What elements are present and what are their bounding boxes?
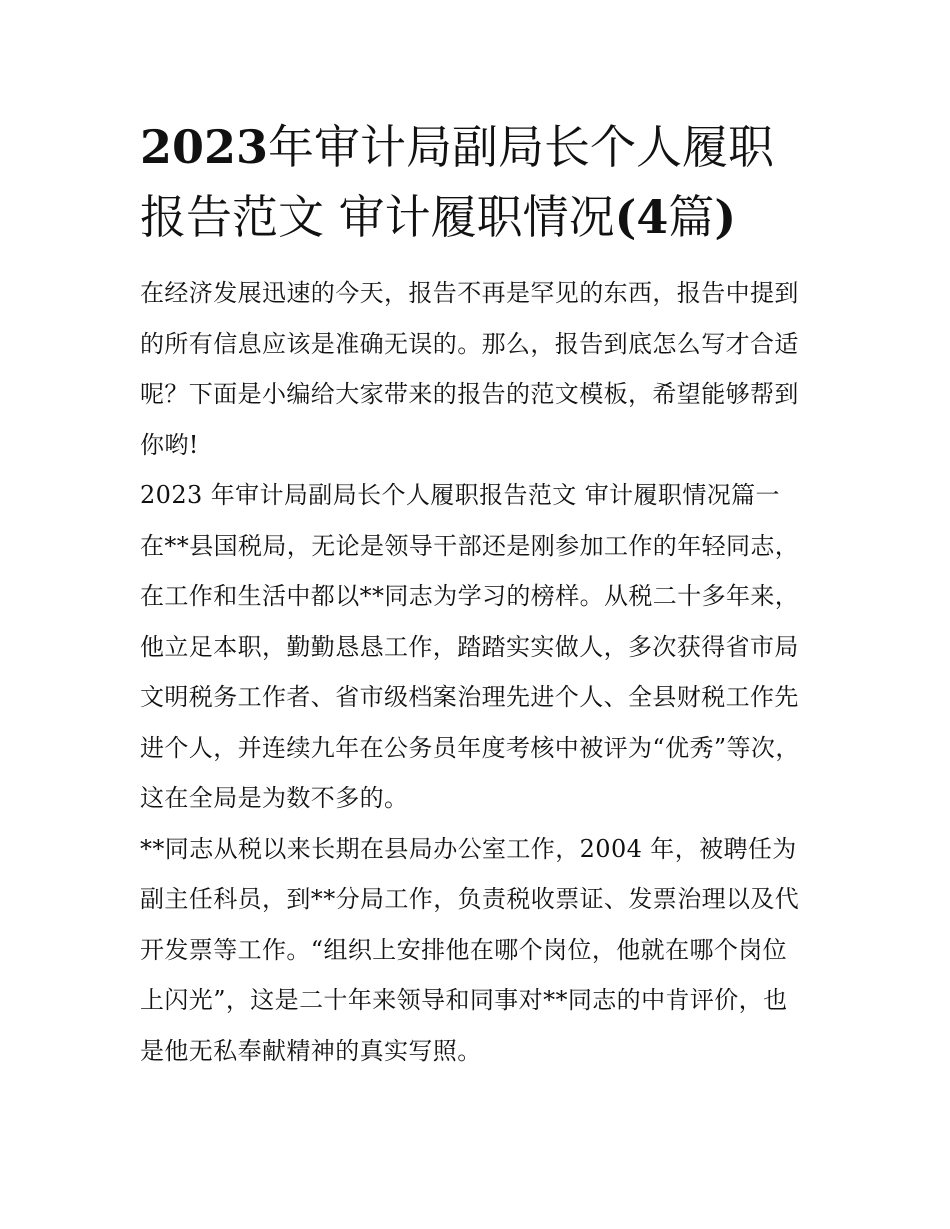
paragraph-line: 开发票等工作。“组织上安排他在哪个岗位，他就在哪个岗位 <box>140 935 788 964</box>
title-count-unit: 篇 <box>668 190 715 244</box>
paragraph-line: 在工作和生活中都以**同志为学习的榜样。从税二十多年来， <box>140 582 800 610</box>
paragraph-line: 他立足本职，勤勤恳恳工作，踏踏实实做人，多次获得省市局 <box>140 632 799 661</box>
paragraph-line: 这在全局是为数不多的。 <box>140 784 409 812</box>
paragraph-line: 进个人，并连续九年在公务员年度考核中被评为“优秀”等次， <box>140 733 800 762</box>
intro-paragraph <box>140 268 812 470</box>
title-line-2-text: 报告范文 审计履职情况 <box>140 190 615 244</box>
paragraph-line: 文明税务工作者、省市级档案治理先进个人、全县财税工作先 <box>140 683 799 711</box>
document-title <box>140 112 812 252</box>
title-count: (4 <box>614 190 669 244</box>
paragraph-line: 副主任科员，到**分局工作，负责税收票证、发票治理以及代 <box>140 885 800 913</box>
title-line-1-text: 年审计局副局长个人履职 <box>268 120 775 174</box>
intro-line: 你哟! <box>140 430 199 459</box>
title-close-paren: ) <box>714 190 737 244</box>
title-year: 2023 <box>140 120 269 174</box>
intro-line: 在经济发展迅速的今天，报告不再是罕见的东西，报告中提到 <box>140 279 799 307</box>
intro-line: 的所有信息应该是准确无误的。那么，报告到底怎么写才合适 <box>140 329 799 358</box>
document-body <box>140 112 812 1076</box>
title-line-2 <box>140 182 812 252</box>
title-line-1 <box>140 112 812 182</box>
paragraph-line: 在**县国税局，无论是领导干部还是刚参加工作的年轻同志， <box>140 531 800 560</box>
intro-line: 呢？下面是小编给大家带来的报告的范文模板，希望能够帮到 <box>140 380 799 408</box>
paragraph-line: 上闪光”，这是二十年来领导和同事对**同志的中肯评价，也 <box>140 986 788 1014</box>
body-paragraph-1 <box>140 521 812 824</box>
section-heading <box>140 470 812 521</box>
section-heading-text: 2023 年审计局副局长个人履职报告范文 审计履职情况篇一 <box>140 481 780 509</box>
body-paragraph-2 <box>140 824 812 1077</box>
paragraph-line: 是他无私奉献精神的真实写照。 <box>140 1036 482 1065</box>
paragraph-line: **同志从税以来长期在县局办公室工作，2004 年，被聘任为 <box>140 834 797 863</box>
